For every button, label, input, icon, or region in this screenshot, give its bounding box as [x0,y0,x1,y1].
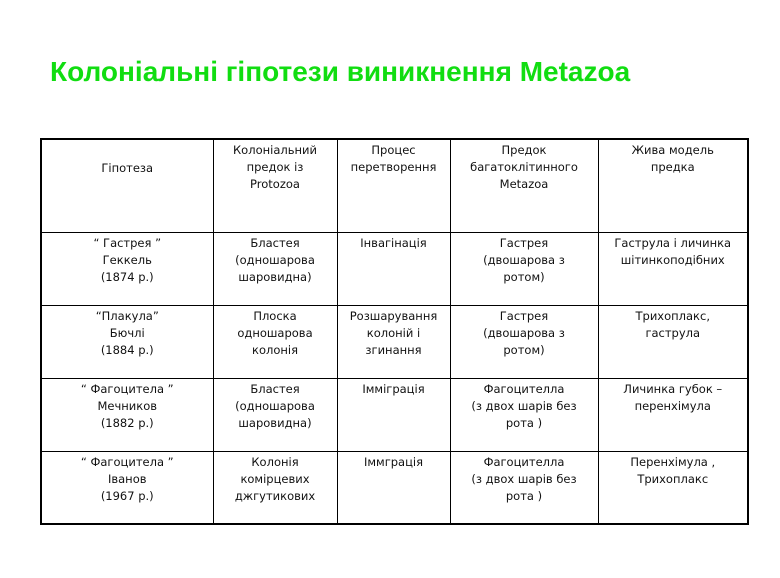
header-cell [598,139,748,233]
table-cell [337,233,450,306]
cell-line: Гастрея [499,309,549,323]
cell-line: колоній і [366,326,421,340]
cell-line: Бючлі [109,326,145,340]
table-cell [450,379,598,452]
cell-line: (двошарова з [483,326,565,340]
table-row [41,452,748,525]
table-cell [598,306,748,379]
cell-line: Процес [371,143,416,157]
table-cell [450,233,598,306]
cell-line: ротом) [503,270,545,284]
cell-line: шаровидна) [238,416,312,430]
cell-line: (одношарова [235,399,315,413]
cell-line: Трихоплакс [637,472,709,486]
header-cell [450,139,598,233]
header-cell [213,139,337,233]
cell-line: (одношарова [235,253,315,267]
cell-line: “Плакула” [95,309,159,323]
hypotheses-table [40,138,749,525]
table-cell [337,379,450,452]
cell-line: комірцевих [240,472,310,486]
cell-line: Інвагінація [360,236,427,250]
cell-line: Фагоцителла [483,382,565,396]
cell-line: Предок [501,143,547,157]
cell-line: Плоска [253,309,297,323]
cell-line: ротом) [503,343,545,357]
header-cell [337,139,450,233]
cell-line: предка [650,160,695,174]
table-cell [213,379,337,452]
cell-line: Колонія [251,455,299,469]
cell-line: (1884 р.) [100,343,154,357]
cell-line: Protozoa [250,177,300,191]
cell-line: Бластея [250,382,300,396]
cell-line: Гіпотеза [101,161,154,175]
table-cell [41,452,213,525]
table-row [41,233,748,306]
cell-line: (з двох шарів без [471,399,577,413]
table-cell [598,379,748,452]
slide-title: Колоніальні гіпотези виникнення Metazoa [50,56,631,87]
table-cell [598,452,748,525]
cell-line: “ Фагоцитела ” [80,382,174,396]
table-header-row [41,139,748,233]
cell-line: (1874 р.) [100,270,154,284]
cell-line: джгутикових [234,489,316,503]
table-cell [450,452,598,525]
cell-line: шітинкоподібних [620,253,725,267]
cell-line: Фагоцителла [483,455,565,469]
cell-line: рота ) [505,489,543,503]
cell-line: Колоніальний [233,143,317,157]
table-cell [213,306,337,379]
table-row [41,379,748,452]
cell-line: предок із [246,160,304,174]
cell-line: Імміграція [362,382,425,396]
cell-line: Гаструла і личинка [614,236,732,250]
cell-line: шаровидна) [238,270,312,284]
cell-line: рота ) [505,416,543,430]
table-cell [337,452,450,525]
cell-line: одношарова [237,326,313,340]
table-cell [41,306,213,379]
header-cell [41,139,213,233]
table-cell [41,379,213,452]
table-row [41,306,748,379]
cell-line: гаструла [645,326,701,340]
table-cell [213,233,337,306]
cell-line: Розшарування [349,309,438,323]
cell-line: Жива модель [631,143,714,157]
cell-line: (1882 р.) [100,416,154,430]
table-cell [41,233,213,306]
cell-line: колонія [252,343,298,357]
cell-line: Бластея [250,236,300,250]
cell-line: Трихоплакс, [635,309,710,323]
cell-line: (двошарова з [483,253,565,267]
cell-line: Мечников [97,399,158,413]
cell-line: “ Гастрея ” [93,236,162,250]
cell-line: Іванов [107,472,147,486]
cell-line: Геккель [102,253,152,267]
cell-line: Перенхімула , [630,455,716,469]
cell-line: (1967 р.) [100,489,154,503]
table-cell [450,306,598,379]
cell-line: “ Фагоцитела ” [80,455,174,469]
table-cell [213,452,337,525]
cell-line: перенхімула [634,399,711,413]
table-cell [598,233,748,306]
cell-line: Личинка губок – [623,382,723,396]
cell-line: Іммграція [363,455,424,469]
cell-line: Гастрея [499,236,549,250]
cell-line: перетворення [350,160,437,174]
table-cell [337,306,450,379]
cell-line: багатоклітинного [470,160,578,174]
cell-line: (з двох шарів без [471,472,577,486]
cell-line: згинання [365,343,422,357]
cell-line: Metazoa [499,177,549,191]
